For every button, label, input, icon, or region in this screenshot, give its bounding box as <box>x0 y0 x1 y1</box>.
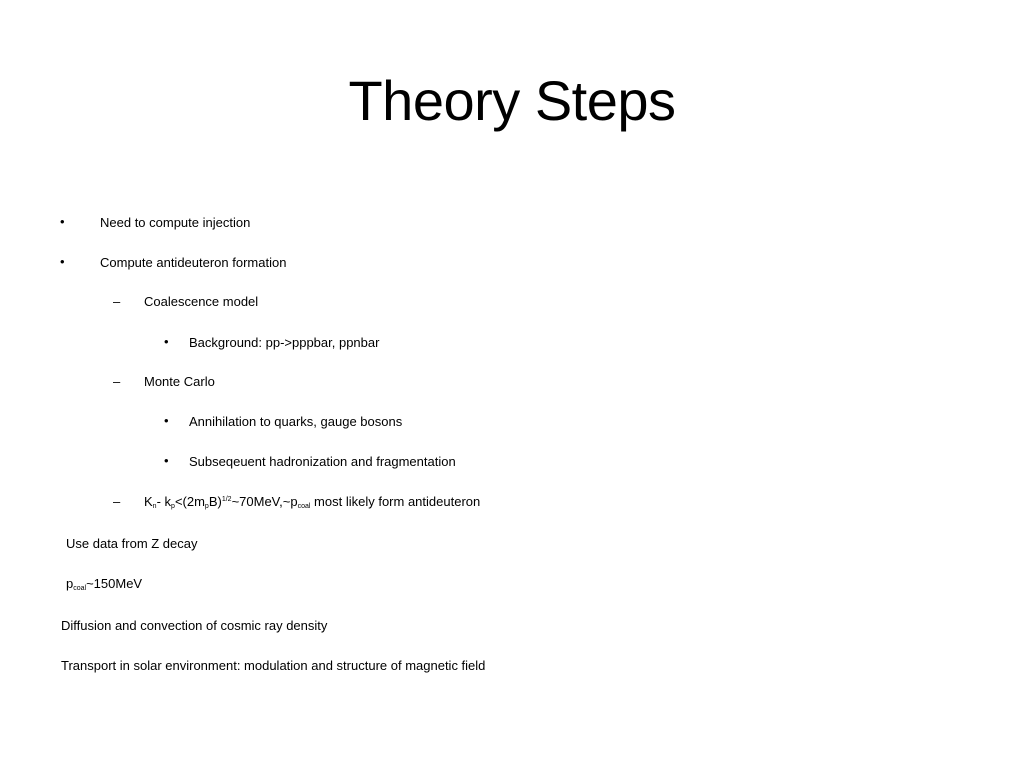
subsubitem-hadronization: Subseqeuent hadronization and fragmentation <box>189 454 456 469</box>
subitem-coalescence-model: Coalescence model <box>144 294 259 309</box>
text-transport-solar: Transport in solar environment: modulation and structure of magnetic field <box>61 658 486 673</box>
bullet-compute-antideuteron-formation: Compute antideuteron formation <box>100 255 287 270</box>
pcoal-subscript: coal <box>73 585 87 592</box>
formula-part: - k <box>156 494 172 509</box>
pcoal-tail: ~150MeV <box>86 576 143 591</box>
subitem-monte-carlo: Monte Carlo <box>144 374 215 389</box>
slide-title: Theory Steps <box>348 69 676 132</box>
bullet-icon: • <box>164 413 169 428</box>
dash-icon: – <box>113 494 121 509</box>
formula-part: <(2m <box>174 494 205 509</box>
formula-part: most likely form antideuteron <box>310 494 481 509</box>
text-pcoal-value <box>66 575 142 593</box>
text-use-data-from-z-decay: Use data from Z decay <box>66 536 198 551</box>
formula-superscript: 1/2 <box>221 496 232 503</box>
bullet-icon: • <box>164 453 169 468</box>
subsubitem-annihilation: Annihilation to quarks, gauge bosons <box>189 414 403 429</box>
formula-subscript: p <box>171 503 175 510</box>
subsubitem-background: Background: pp->pppbar, ppnbar <box>189 335 380 350</box>
bullet-icon: • <box>60 214 65 229</box>
formula-part: K <box>144 494 153 509</box>
subitem-coalescence-formula <box>144 493 480 511</box>
bullet-need-to-compute-injection: Need to compute injection <box>100 215 251 230</box>
text-diffusion-convection: Diffusion and convection of cosmic ray density <box>61 618 328 633</box>
dash-icon: – <box>113 374 121 389</box>
formula-part: B) <box>208 494 222 509</box>
formula-part: ~70MeV,~p <box>231 494 298 509</box>
formula-subscript: coal <box>297 503 311 510</box>
bullet-icon: • <box>164 334 169 349</box>
dash-icon: – <box>113 294 121 309</box>
pcoal-p: p <box>66 576 74 591</box>
formula-subscript: p <box>204 503 209 510</box>
bullet-icon: • <box>60 254 65 269</box>
formula-subscript: n <box>152 503 157 510</box>
